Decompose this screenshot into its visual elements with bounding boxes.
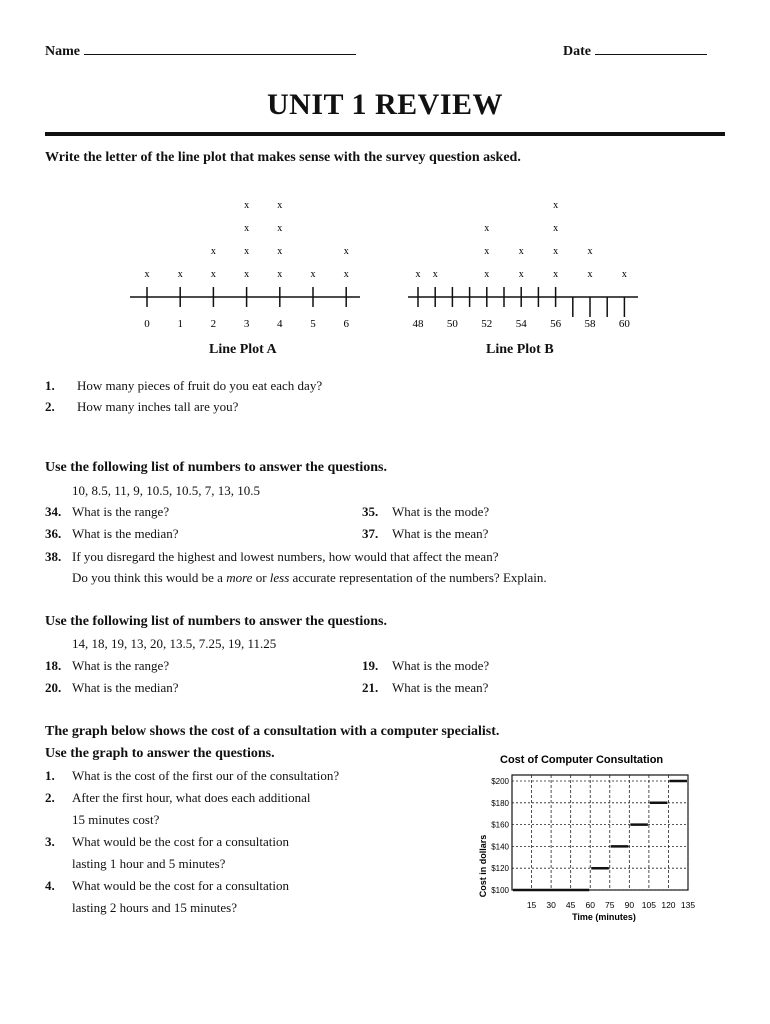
plot-a-x-mark: x [244,200,250,211]
question-2: 2. How many inches tall are you? [45,399,239,414]
plot-b-x-mark: x [484,246,490,257]
chart-x-tick-label: 15 [526,900,537,910]
question-20: 20. What is the median? [45,680,179,695]
graph-question-4: 4. What would be the cost for a consultation [45,878,289,893]
chart-x-tick-label: 45 [565,900,576,910]
plot-a-tick-label: 0 [144,318,150,330]
question-18: 18. What is the range? [45,658,170,673]
question-35: 35. What is the mode? [362,504,490,519]
plot-a-x-mark: x [277,200,283,211]
name-label: Name [45,44,80,59]
chart-ylabel: Cost in dollars [478,834,488,898]
plot-b-tick-label: 54 [515,318,527,330]
chart-y-tick-label: $200 [491,777,509,786]
title-rule [45,132,725,136]
section4-instruction-1: The graph below shows the cost of a consultation with a computer specialist. [45,724,500,739]
section3-instruction: Use the following list of numbers to answer the questions. [45,614,387,629]
chart-frame [512,775,688,890]
plot-a-tick-label: 6 [343,318,349,330]
chart-title: Cost of Computer Consultation [500,754,664,766]
chart-y-tick-label: $140 [491,842,509,852]
chart-x-tick-label: 120 [661,900,676,910]
plot-b-x-mark: x [553,246,559,257]
plot-b-x-mark: x [518,269,524,280]
plot-a-x-mark: x [244,223,250,234]
chart-y-tick-label: $160 [491,820,509,830]
plot-a-x-mark: x [210,269,216,280]
graph-question-2-line2: 15 minutes cost? [72,812,160,827]
section4-instruction-2: Use the graph to answer the questions. [45,746,275,761]
section1-instruction: Write the letter of the line plot that makes sense with the survey question asked. [45,150,521,165]
plot-a-tick-label: 2 [210,318,217,330]
chart-xlabel: Time (minutes) [572,912,636,922]
plot-a-x-mark: x [177,269,183,280]
plot-b-x-mark: x [484,269,490,280]
plot-b-x-mark: x [415,269,421,280]
date-label: Date [563,44,591,59]
section2-instruction: Use the following list of numbers to answer the questions. [45,460,387,475]
plot-a-x-mark: x [244,246,250,257]
section3-numbers: 14, 18, 19, 13, 20, 13.5, 7.25, 19, 11.25 [72,636,277,651]
graph-question-1: 1. What is the cost of the first our of the consultation? [45,768,340,783]
question-19: 19. What is the mode? [362,658,490,673]
name-field[interactable] [45,44,356,60]
plot-b-x-mark: x [621,269,627,280]
plot-b-x-mark: x [553,200,559,211]
question-36: 36. What is the median? [45,526,179,541]
graph-question-3-line2: lasting 1 hour and 5 minutes? [72,856,226,871]
plot-a-tick-label: 3 [243,318,250,330]
plot-a-x-mark: x [144,269,150,280]
plot-b-x-mark: x [518,246,524,257]
plot-b-tick-label: 48 [412,318,424,330]
chart-x-tick-label: 90 [624,900,635,910]
question-21: 21. What is the mean? [362,680,489,695]
chart-x-tick-label: 30 [546,900,556,910]
graph-question-4-line2: lasting 2 hours and 15 minutes? [72,900,238,915]
plot-a-x-mark: x [210,246,216,257]
chart-x-tick-label: 75 [605,900,615,910]
plot-b-x-mark: x [553,223,559,234]
plot-a-tick-label: 1 [177,318,183,330]
cost-chart [470,748,710,933]
chart-y-tick-label: $100 [491,886,509,895]
name-line[interactable] [84,54,356,55]
line-plot-a [120,195,370,340]
date-line[interactable] [595,54,707,55]
line-plot-b [400,195,650,340]
plot-b-tick-label: 50 [446,318,458,330]
plot-a-tick-label: 4 [277,318,283,330]
plot-a-x-mark: x [277,246,283,257]
date-field[interactable] [563,44,707,60]
page-title: UNIT 1 REVIEW [267,88,503,121]
graph-question-2: 2. After the first hour, what does each additional [45,790,311,805]
plot-a-x-mark: x [343,246,349,257]
line-plot-a-caption: Line Plot A [209,342,277,357]
plot-b-x-mark: x [432,269,438,280]
plot-b-tick-label: 52 [481,318,493,330]
section2-numbers: 10, 8.5, 11, 9, 10.5, 10.5, 7, 13, 10.5 [72,483,261,498]
chart-y-tick-label: $120 [491,864,509,874]
plot-b-tick-label: 58 [584,318,596,330]
graph-question-3: 3. What would be the cost for a consultation [45,834,289,849]
question-38-line2: Do you think this would be a more or less accurate representation of the numbers? Explain. [72,570,547,585]
plot-a-x-mark: x [277,269,283,280]
question-1: 1. How many pieces of fruit do you eat each day? [45,378,323,393]
chart-x-tick-label: 105 [641,900,656,910]
chart-x-tick-label: 135 [680,900,696,910]
plot-a-x-mark: x [343,269,349,280]
plot-b-x-mark: x [484,223,490,234]
question-38: 38. If you disregard the highest and lowest numbers, how would that affect the mean? [45,549,499,564]
plot-a-tick-label: 5 [310,318,316,330]
plot-b-tick-label: 56 [550,318,562,330]
plot-b-x-mark: x [587,246,593,257]
chart-y-tick-label: $180 [491,798,509,808]
plot-b-x-mark: x [553,269,559,280]
question-37: 37. What is the mean? [362,526,489,541]
plot-b-tick-label: 60 [618,318,630,330]
chart-x-tick-label: 60 [585,900,595,910]
plot-a-x-mark: x [277,223,283,234]
question-34: 34. What is the range? [45,504,170,519]
plot-a-x-mark: x [310,269,316,280]
plot-b-x-mark: x [587,269,593,280]
line-plot-b-caption: Line Plot B [486,342,554,357]
plot-a-x-mark: x [244,269,250,280]
